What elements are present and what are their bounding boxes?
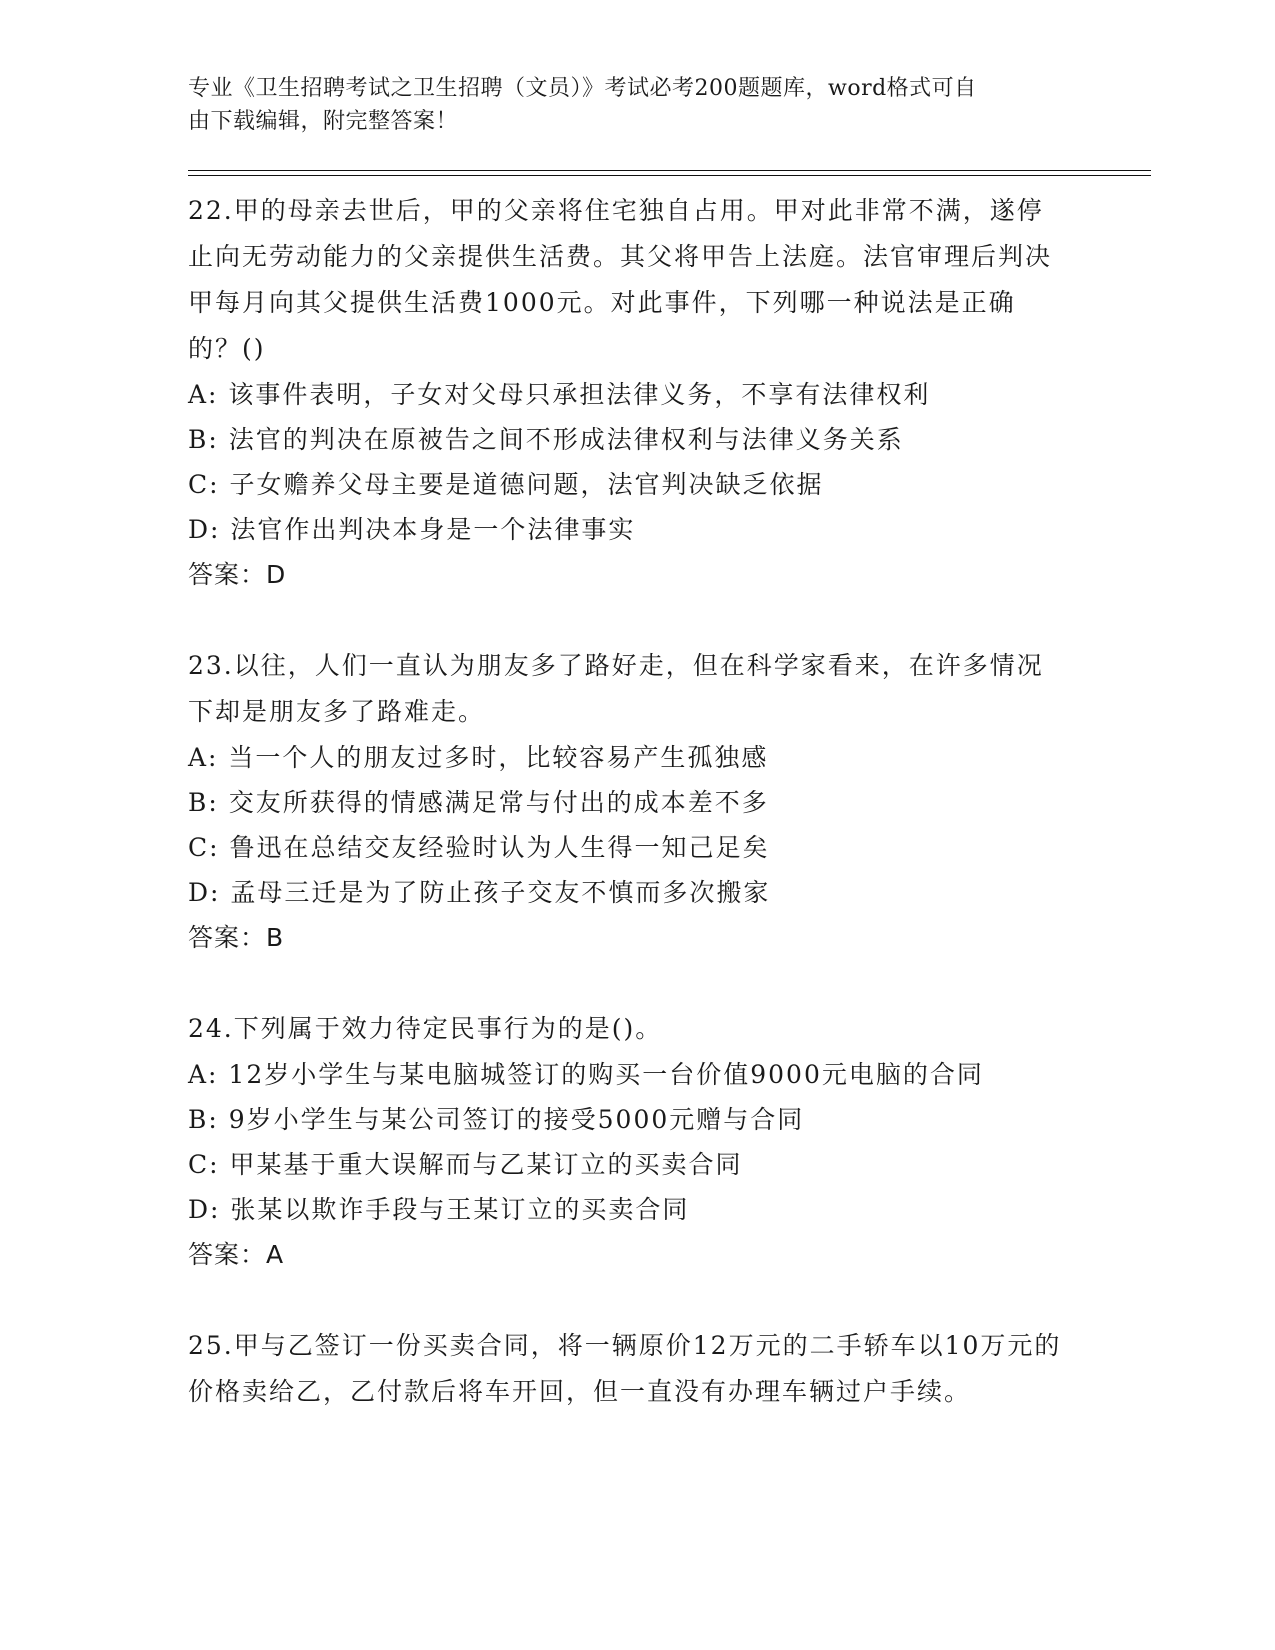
option-c: C: 子女赡养父母主要是道德问题，法官判决缺乏依据: [188, 470, 824, 499]
answer-text: 答案：D: [188, 560, 287, 589]
answer-text: 答案：B: [188, 923, 285, 952]
question-23: [188, 643, 1068, 961]
question-24: [188, 1006, 1068, 1278]
option-d: D: 法官作出判决本身是一个法律事实: [188, 515, 636, 544]
header-line-2: 由下载编辑，附完整答案！: [188, 109, 459, 134]
answer-text: 答案：A: [188, 1240, 285, 1269]
question-list: [188, 188, 1068, 1460]
question-25: [188, 1323, 1068, 1415]
question-stem: 22.甲的母亲去世后，甲的父亲将住宅独自占用。甲对此非常不满，遂停止向无劳动能力的父亲提供生活费。其父将甲告上法庭。法官审理后判决甲每月向其父提供生活费1000元。对此事件，下列哪一种说法是正确的？(): [188, 196, 1053, 363]
question-stem: 25.甲与乙签订一份买卖合同，将一辆原价12万元的二手轿车以10万元的价格卖给乙，乙付款后将车开回，但一直没有办理车辆过户手续。: [188, 1331, 1062, 1406]
document-header: [188, 72, 1068, 138]
header-line-1: 专业《卫生招聘考试之卫生招聘（文员）》考试必考200题题库，word格式可自: [188, 76, 977, 101]
option-a: A: 12岁小学生与某电脑城签订的购买一台价值9000元电脑的合同: [188, 1060, 984, 1089]
question-stem: 23.以往，人们一直认为朋友多了路好走，但在科学家看来，在许多情况下却是朋友多了路难走。: [188, 651, 1044, 726]
option-d: D: 孟母三迁是为了防止孩子交友不慎而多次搬家: [188, 878, 771, 907]
option-b: B: 9岁小学生与某公司签订的接受5000元赠与合同: [188, 1105, 805, 1134]
option-b: B: 法官的判决在原被告之间不形成法律权利与法律义务关系: [188, 425, 904, 454]
option-c: C: 甲某基于重大误解而与乙某订立的买卖合同: [188, 1150, 743, 1179]
option-b: B: 交友所获得的情感满足常与付出的成本差不多: [188, 788, 769, 817]
option-d: D: 张某以欺诈手段与王某订立的买卖合同: [188, 1195, 690, 1224]
question-stem: 24.下列属于效力待定民事行为的是()。: [188, 1014, 663, 1043]
header-rule-bottom: [188, 175, 1151, 176]
option-c: C: 鲁迅在总结交友经验时认为人生得一知己足矣: [188, 833, 770, 862]
header-rule-top: [188, 170, 1151, 171]
option-a: A: 当一个人的朋友过多时，比较容易产生孤独感: [188, 743, 769, 772]
option-a: A: 该事件表明，子女对父母只承担法律义务，不享有法律权利: [188, 380, 931, 409]
question-22: [188, 188, 1068, 598]
